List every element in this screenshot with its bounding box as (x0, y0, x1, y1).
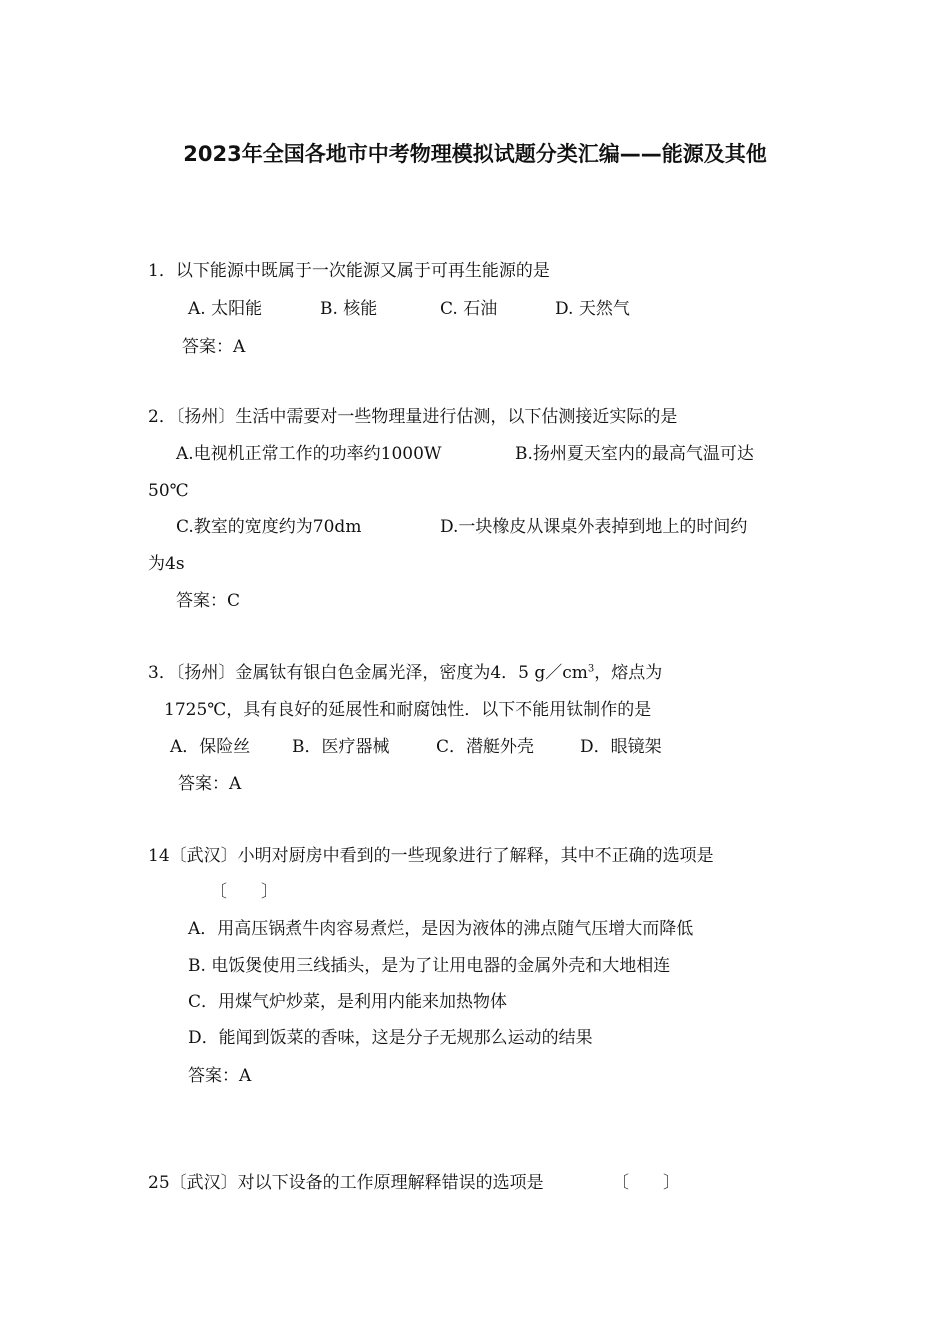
q2-option-a: A.电视机正常工作的功率约1000W (176, 444, 442, 464)
q1-option-a: A. 太阳能 (188, 299, 263, 319)
q2-answer: 答案：C (176, 591, 241, 611)
q3-stem-part-a: 3．〔扬州〕金属钛有银白色金属光泽，密度为4．5 g／cm (148, 663, 588, 683)
q3-answer: 答案：A (178, 774, 242, 794)
q2-option-b: B.扬州夏天室内的最高气温可达 (515, 444, 754, 464)
q25-bracket: 〔 〕 (612, 1173, 680, 1193)
q3-option-d: D．眼镜架 (580, 737, 662, 757)
q1-option-c: C. 石油 (440, 299, 498, 319)
q3-option-c: C．潜艇外壳 (436, 737, 535, 757)
q14-stem: 14〔武汉〕小明对厨房中看到的一些现象进行了解释，其中不正确的选项是 (148, 846, 714, 866)
q3-stem-line2: 1725℃，具有良好的延展性和耐腐蚀性．以下不能用钛制作的是 (164, 700, 652, 720)
q14-option-a: A．用高压锅煮牛肉容易煮烂，是因为液体的沸点随气压增大而降低 (188, 919, 694, 939)
q3-option-a: A．保险丝 (170, 737, 251, 757)
q3-stem (148, 662, 662, 684)
q2-option-d-continued: 为4s (148, 554, 185, 574)
q3-option-b: B．医疗器械 (292, 737, 390, 757)
q14-answer: 答案：A (188, 1066, 252, 1086)
q14-option-d: D．能闻到饭菜的香味，这是分子无规那么运动的结果 (188, 1028, 593, 1048)
q14-option-b: B. 电饭煲使用三线插头，是为了让用电器的金属外壳和大地相连 (188, 956, 671, 976)
q2-stem: 2．〔扬州〕生活中需要对一些物理量进行估测，以下估测接近实际的是 (148, 407, 678, 427)
q14-option-c: C．用煤气炉炒菜，是利用内能来加热物体 (188, 992, 508, 1012)
q14-bracket: 〔 〕 (210, 882, 278, 902)
q3-stem-part-b: ，熔点为 (594, 663, 663, 683)
q2-option-c: C.教室的宽度约为70dm (176, 517, 362, 537)
q3-stem-superscript: 3 (587, 663, 595, 675)
page-title: 2023年全国各地市中考物理模拟试题分类汇编——能源及其他 (183, 142, 767, 166)
q1-option-b: B. 核能 (320, 299, 378, 319)
q1-option-d: D. 天然气 (555, 299, 630, 319)
q1-answer: 答案：A (182, 337, 246, 357)
q2-option-d: D.一块橡皮从课桌外表掉到地上的时间约 (440, 517, 748, 537)
q25-stem: 25〔武汉〕对以下设备的工作原理解释错误的选项是 (148, 1173, 544, 1193)
q1-stem: 1．以下能源中既属于一次能源又属于可再生能源的是 (148, 261, 550, 281)
q2-option-b-continued: 50℃ (148, 481, 189, 501)
